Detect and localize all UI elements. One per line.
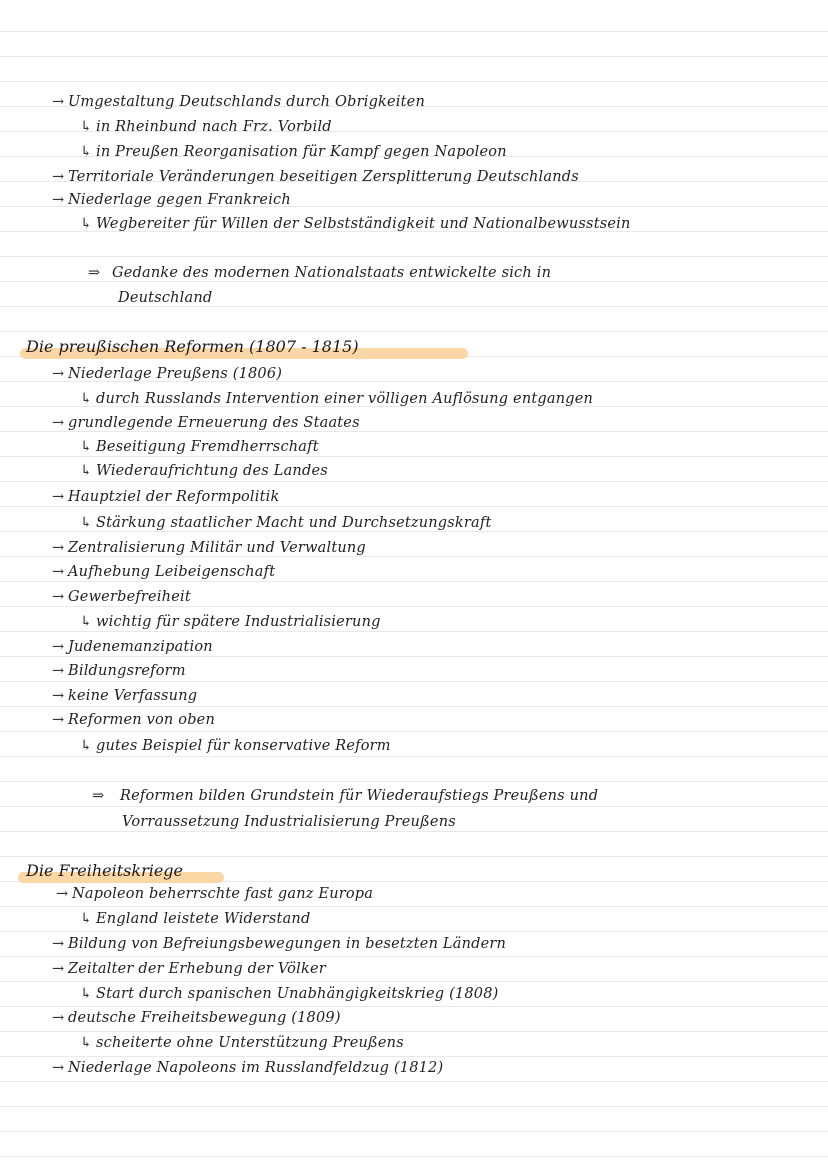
subarrow-icon: ↳	[80, 439, 93, 455]
note-subline	[80, 612, 381, 632]
arrow-icon: →	[52, 540, 65, 556]
note-line	[52, 487, 279, 507]
section-heading: Die Freiheitskriege	[26, 861, 184, 880]
arrow-icon: →	[52, 192, 65, 208]
note-text: Territoriale Veränderungen beseitigen Zersplitterung Deutschlands	[68, 169, 579, 185]
note-line	[52, 1058, 443, 1078]
note-subline	[80, 389, 593, 409]
note-text: Bildung von Befreiungsbewegungen in besetzten Ländern	[68, 936, 507, 952]
note-line	[52, 686, 197, 706]
note-text: scheiterte ohne Unterstützung Preußens	[96, 1035, 404, 1051]
note-line	[52, 190, 291, 210]
note-subline	[80, 736, 391, 756]
note-text: gutes Beispiel für konservative Reform	[96, 738, 391, 754]
subarrow-icon: ↳	[80, 216, 93, 232]
note-text: deutsche Freiheitsbewegung (1809)	[68, 1010, 341, 1026]
note-text: Aufhebung Leibeigenschaft	[68, 564, 276, 580]
note-text: Hauptziel der Reformpolitik	[68, 489, 280, 505]
conclusion-line	[122, 812, 456, 832]
subarrow-icon: ↳	[80, 1035, 93, 1051]
note-text: Stärkung staatlicher Macht und Durchsetzungskraft	[96, 515, 492, 531]
subarrow-icon: ↳	[80, 463, 93, 479]
conclusion-text: Reformen bilden Grundstein für Wiederaufstiegs Preußens und	[120, 788, 599, 804]
note-text: Niederlage Preußens (1806)	[68, 366, 283, 382]
note-text: keine Verfassung	[68, 688, 198, 704]
note-line	[52, 562, 275, 582]
note-text: Judenemanzipation	[68, 639, 213, 655]
subarrow-icon: ↳	[80, 119, 93, 135]
arrow-icon: →	[52, 688, 65, 704]
note-text: wichtig für spätere Industrialisierung	[96, 614, 381, 630]
note-subline	[80, 461, 328, 481]
note-text: Zeitalter der Erhebung der Völker	[68, 961, 326, 977]
arrow-icon: →	[52, 589, 65, 605]
note-line	[52, 959, 326, 979]
arrow-icon: →	[52, 366, 65, 382]
note-text: Umgestaltung Deutschlands durch Obrigkeiten	[68, 94, 425, 110]
note-line	[52, 538, 366, 558]
implies-icon: ⇒	[88, 265, 101, 281]
arrow-icon: →	[52, 712, 65, 728]
arrow-icon: →	[52, 639, 65, 655]
arrow-icon: →	[56, 886, 69, 902]
note-text: Start durch spanischen Unabhängigkeitskrieg (1808)	[96, 986, 499, 1002]
conclusion-text: Vorraussetzung Industrialisierung Preußens	[122, 814, 456, 830]
note-text: Niederlage gegen Frankreich	[68, 192, 291, 208]
note-subline	[80, 513, 492, 533]
arrow-icon: →	[52, 169, 65, 185]
note-line	[56, 884, 373, 904]
note-text: Napoleon beherrschte fast ganz Europa	[72, 886, 374, 902]
note-line	[52, 587, 191, 607]
implies-icon: ⇒	[92, 788, 105, 804]
note-line	[52, 413, 360, 433]
arrow-icon: →	[52, 663, 65, 679]
note-line	[52, 661, 186, 681]
note-line	[52, 637, 213, 657]
subarrow-icon: ↳	[80, 614, 93, 630]
arrow-icon: →	[52, 961, 65, 977]
subarrow-icon: ↳	[80, 738, 93, 754]
subarrow-icon: ↳	[80, 391, 93, 407]
note-line	[52, 1008, 341, 1028]
note-text: Reformen von oben	[68, 712, 216, 728]
note-subline	[80, 1033, 404, 1053]
arrow-icon: →	[52, 489, 65, 505]
note-text: durch Russlands Intervention einer völligen Auflösung entgangen	[96, 391, 594, 407]
note-line	[52, 167, 579, 187]
note-line	[52, 710, 215, 730]
arrow-icon: →	[52, 564, 65, 580]
conclusion-line	[118, 288, 212, 308]
note-text: Wegbereiter für Willen der Selbstständigkeit und Nationalbewusstsein	[96, 216, 631, 232]
conclusion-text: Gedanke des modernen Nationalstaats entwickelte sich in	[112, 265, 552, 281]
note-text: Gewerbefreiheit	[68, 589, 191, 605]
note-text: in Preußen Reorganisation für Kampf gegen Napoleon	[96, 144, 507, 160]
arrow-icon: →	[52, 1060, 65, 1076]
note-text: in Rheinbund nach Frz. Vorbild	[96, 119, 332, 135]
note-text: Beseitigung Fremdherrschaft	[96, 439, 319, 455]
subarrow-icon: ↳	[80, 986, 93, 1002]
note-text: Zentralisierung Militär und Verwaltung	[68, 540, 366, 556]
conclusion-line	[88, 263, 551, 283]
section-heading: Die preußischen Reformen (1807 - 1815)	[26, 337, 359, 356]
note-line	[52, 934, 506, 954]
arrow-icon: →	[52, 1010, 65, 1026]
note-text: Wiederaufrichtung des Landes	[96, 463, 328, 479]
subarrow-icon: ↳	[80, 911, 93, 927]
conclusion-text: Deutschland	[118, 290, 213, 306]
note-text: Niederlage Napoleons im Russlandfeldzug (1812)	[68, 1060, 444, 1076]
note-subline	[80, 437, 319, 457]
note-subline	[80, 909, 310, 929]
arrow-icon: →	[52, 936, 65, 952]
note-subline	[80, 214, 631, 234]
subarrow-icon: ↳	[80, 144, 93, 160]
note-line	[52, 92, 425, 112]
note-line	[52, 364, 282, 384]
note-subline	[80, 117, 332, 137]
conclusion-line	[92, 786, 598, 806]
note-subline	[80, 142, 507, 162]
arrow-icon: →	[52, 415, 65, 431]
note-text: Bildungsreform	[68, 663, 186, 679]
subarrow-icon: ↳	[80, 515, 93, 531]
note-subline	[80, 984, 499, 1004]
note-text: England leistete Widerstand	[96, 911, 311, 927]
note-text: grundlegende Erneuerung des Staates	[68, 415, 360, 431]
arrow-icon: →	[52, 94, 65, 110]
